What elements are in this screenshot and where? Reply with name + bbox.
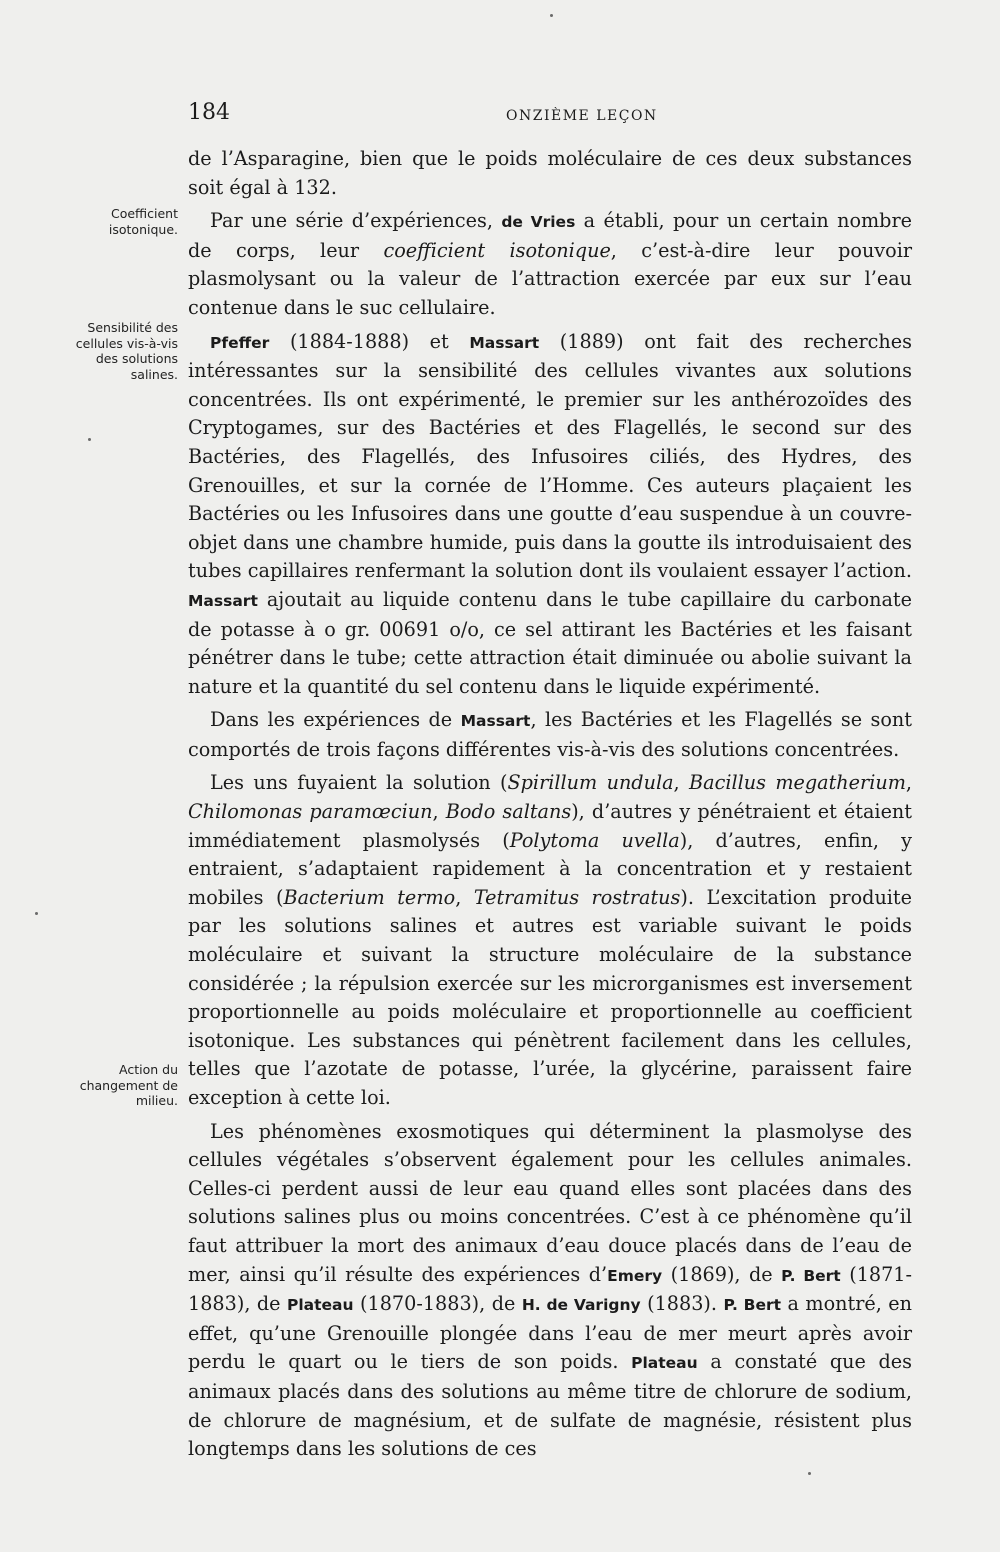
text-run: , [905, 771, 912, 795]
text-run: a constaté que des animaux placés dans des solutions au même titre de chlorure de sodium, de chlorure de magnésium, et de sulfate de magnésie, résistent plus longtemps dans les solutions de ces [188, 1350, 912, 1461]
text-run: a établi, pour un certain nombre de corps, leur [188, 209, 912, 262]
author-name: Massart [188, 591, 258, 610]
author-name: Plateau [287, 1296, 354, 1315]
author-name: Emery [607, 1266, 663, 1285]
paragraph-3 [188, 328, 912, 702]
text-run: , [673, 771, 690, 795]
paragraph-5 [188, 769, 912, 1112]
species-name: Bacterium termo [283, 885, 456, 909]
species-name: Bodo saltans [445, 800, 572, 824]
author-name: H. de Varigny [521, 1296, 641, 1315]
text-run: Les uns fuyaient la solution ( [210, 771, 508, 795]
paper-speck [550, 14, 553, 17]
species-name: Spirillum undula [507, 771, 674, 795]
paragraph-4 [188, 706, 912, 764]
paper-speck [808, 1472, 811, 1475]
species-name: Bacillus megatherium [689, 771, 906, 795]
text-run: , [432, 800, 446, 824]
text-run: ), d’autres, enfin, y entraient, s’adaptaient rapidement à la concentration et y restaient mobiles ( [188, 828, 912, 909]
species-name: Tetramitus rostratus [473, 885, 681, 909]
author-name: Massart [469, 333, 540, 352]
body-text [188, 145, 912, 1469]
text-run: , les Bactéries et les Flagellés se sont comportés de trois façons différentes vis-à-vis des solutions concentrées. [188, 708, 912, 761]
page-header [188, 100, 910, 130]
text-run: , [455, 885, 474, 909]
text-run: Dans les expériences de [210, 708, 461, 732]
species-name: Chilomonas paramœciun [188, 800, 433, 824]
paper-speck [88, 438, 91, 441]
author-name: Massart [460, 712, 531, 731]
running-head: ONZIÈME LEÇON [506, 108, 658, 124]
margin-note-coefficient: Coefficient isotonique. [108, 206, 178, 237]
paragraph-6 [188, 1118, 912, 1464]
text-run: Les phénomènes exosmotiques qui déterminent la plasmolyse des cellules végétales s’observent également pour les cellules animales. Celles-ci perdent aussi de leur eau quand elles sont placées dans des solutions salines plus ou moins concentrées. C’est à ce phénomène qu’il faut attribuer la mort des animaux d’eau douce placés dans de l’eau de mer, ainsi qu’il résulte des expériences d’ [188, 1119, 912, 1286]
margin-note-sensibilite: Sensibilité des cellules vis-à-vis des solutions salines. [75, 320, 178, 382]
author-name: Pfeffer [210, 333, 270, 352]
margin-note-action: Action du changement de milieu. [79, 1062, 178, 1108]
species-name: Polytoma uvella [509, 828, 680, 852]
paper-speck [35, 912, 38, 915]
text-run: (1869), de [662, 1262, 782, 1286]
author-name: Plateau [631, 1354, 698, 1373]
italic-term: coefficient isotonique [383, 238, 611, 262]
author-name: P. Bert [723, 1296, 782, 1315]
author-name: P. Bert [781, 1266, 841, 1285]
text-run: ), d’autres y pénétraient et étaient immédiatement plasmolysés ( [188, 800, 912, 852]
paragraph-2 [188, 207, 912, 322]
text-run: (1889) ont fait des recherches intéressantes sur la sensibilité des cellules vivantes aux solutions concentrées. Ils ont expérimenté, le premier sur les anthérozoïdes des Cryptogames, sur des Bactéries et des Flagellés, le second sur des Bactéries, des Flagellés, des Infusoires ciliés, des Hydres, des Grenouilles, et sur la cornée de l’Homme. Ces auteurs plaçaient les Bactéries ou les Infusoires dans une goutte d’eau suspendue à un couvre-objet dans une chambre humide, puis dans la goutte ils introduisaient des tubes capillaires renfermant la solution dont ils voulaient essayer l’action. [188, 329, 912, 583]
author-name: de Vries [501, 213, 576, 232]
text-run: a montré, en effet, qu’une Grenouille plongée dans l’eau de mer meurt après avoir perdu le quart ou le tiers de son poids. [188, 1292, 913, 1374]
text-run: (1870-1883), de [353, 1292, 522, 1316]
page-number: 184 [188, 100, 230, 125]
text-run: (1884-1888) et [269, 329, 470, 353]
text-run: de l’Asparagine, bien que le poids moléculaire de ces deux substances soit égal à 132. [188, 147, 912, 199]
text-run: , c’est-à-dire leur pouvoir plasmolysant ou la valeur de l’attraction exercée par eux sur l’eau contenue dans le suc cellulaire. [188, 238, 913, 319]
paragraph-1 [188, 145, 912, 202]
text-run: Par une série d’expériences, [210, 209, 502, 233]
text-run: ajoutait au liquide contenu dans le tube capillaire du carbonate de potasse à o gr. 00691 o/o, ce sel attirant les Bactéries et les faisant pénétrer dans le tube; cette attraction était diminuée ou abolie suivant la nature et la quantité du sel contenu dans le liquide expérimenté. [188, 587, 912, 698]
text-run: (1871-1883), de [188, 1262, 913, 1316]
text-run: (1883). [640, 1292, 724, 1316]
text-run: ). L’excitation produite par les solutions salines et autres est variable suivant le poids moléculaire et suivant la structure moléculaire de la substance considérée ; la répulsion exercée sur les microrganismes est inversement proportionnelle au poids moléculaire et proportionnelle au coefficient isotonique. Les substances qui pénètrent facilement dans les cellules, telles que l’azotate de potasse, l’urée, la glycérine, paraissent faire exception à cette loi. [188, 885, 913, 1109]
